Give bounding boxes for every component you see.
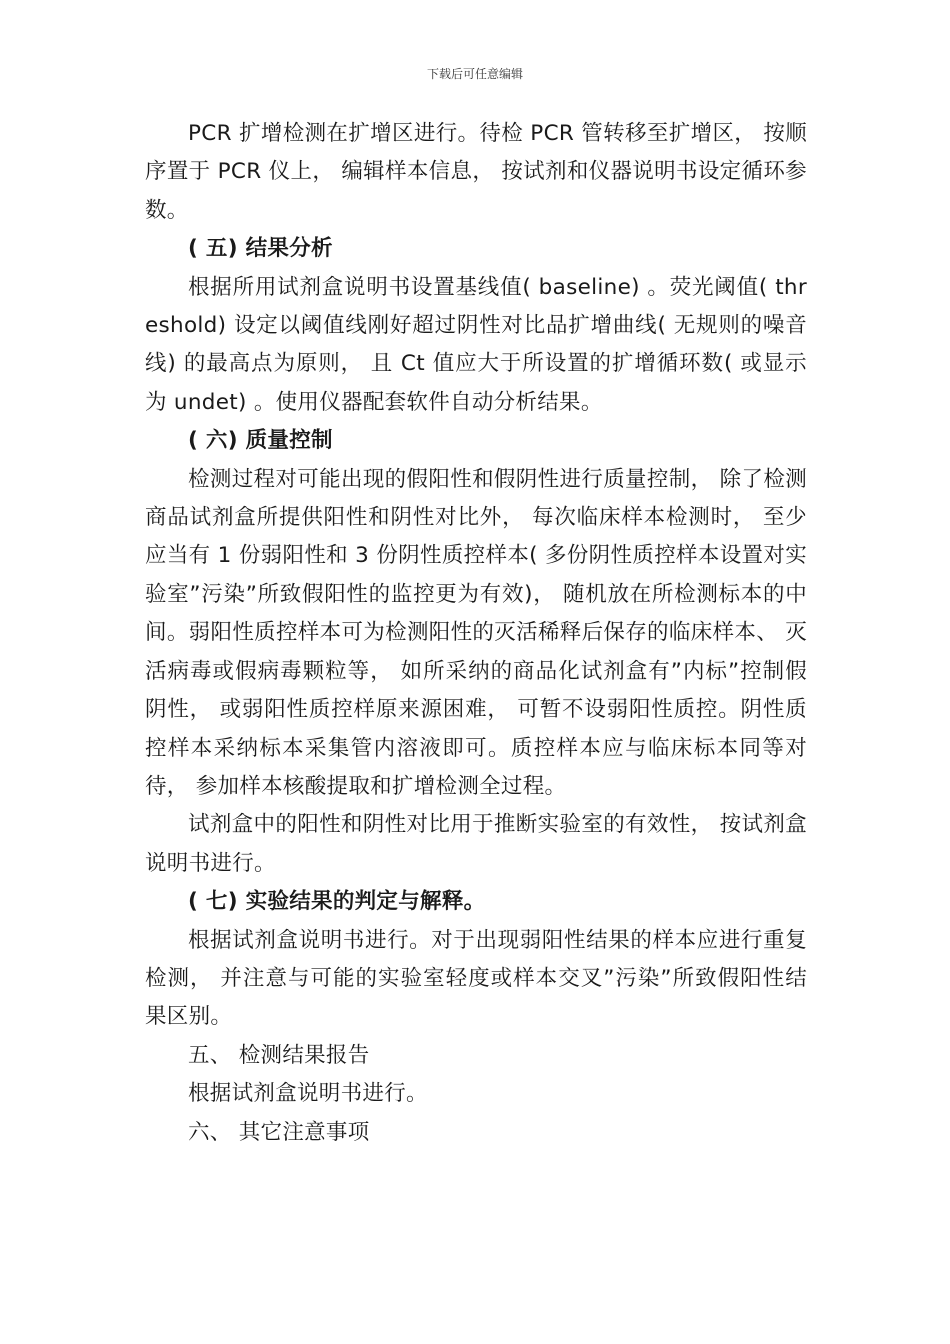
page-header: 下载后可任意编辑 <box>426 67 523 81</box>
heading-quality-control: ( 六) 质量控制 <box>188 428 333 454</box>
paragraph-report: 根据试剂盒说明书进行。 <box>188 1081 428 1107</box>
section-title-report: 五、 检测结果报告 <box>188 1042 370 1068</box>
paragraph-controls-validity: 试剂盒中的阳性和阴性对比用于推断实验室的有效性， 按试剂盒说明书进行。 <box>145 812 807 876</box>
paragraph-result-interpretation: 根据试剂盒说明书进行。对于出现弱阳性结果的样本应进行重复检测， 并注意与可能的实验室轻度或样本交叉”污染”所致假阳性结果区别。 <box>145 927 807 1030</box>
heading-result-analysis: ( 五) 结果分析 <box>188 236 333 262</box>
section-title-other-notes: 六、 其它注意事项 <box>188 1119 370 1145</box>
paragraph-pcr-amplification: PCR 扩增检测在扩增区进行。待检 PCR 管转移至扩增区， 按顺序置于 PCR 仪上， 编辑样本信息， 按试剂和仪器说明书设定循环参数。 <box>145 121 807 223</box>
paragraph-quality-control: 检测过程对可能出现的假阳性和假阴性进行质量控制， 除了检测商品试剂盒所提供阳性和阴性对比外， 每次临床样本检测时， 至少应当有 1 份弱阳性和 3 份阴性质控样本( 多份阴性质控样本设置对实验室”污染”所致假阳性的监控更为有效)， 随机放在所检测标本的中间。弱阳性质控样本可为检测阳性的灭活稀释后保存的临床样本、 灭活病毒或假病毒颗粒等， 如所采纳的商品化试剂盒有”内标”控制假阴性， 或弱阳性质控样原来源困难， 可暂不设弱阳性质控。阴性质控样本采纳标本采集管内溶液即可。质控样本应与临床标本同等对待， 参加样本核酸提取和扩增检测全过程。 <box>145 466 807 799</box>
paragraph-result-analysis: 根据所用试剂盒说明书设置基线值( baseline) 。荧光阈值( threshold) 设定以阈值线刚好超过阴性对比品扩增曲线( 无规则的噪音线) 的最高点为原则， 且 Ct 值应大于所设置的扩增循环数( 或显示为 undet) 。使用仪器配套软件自动分析结果。 <box>145 274 807 415</box>
document-body <box>145 115 807 1152</box>
heading-result-interpretation: ( 七) 实验结果的判定与解释。 <box>188 889 486 915</box>
